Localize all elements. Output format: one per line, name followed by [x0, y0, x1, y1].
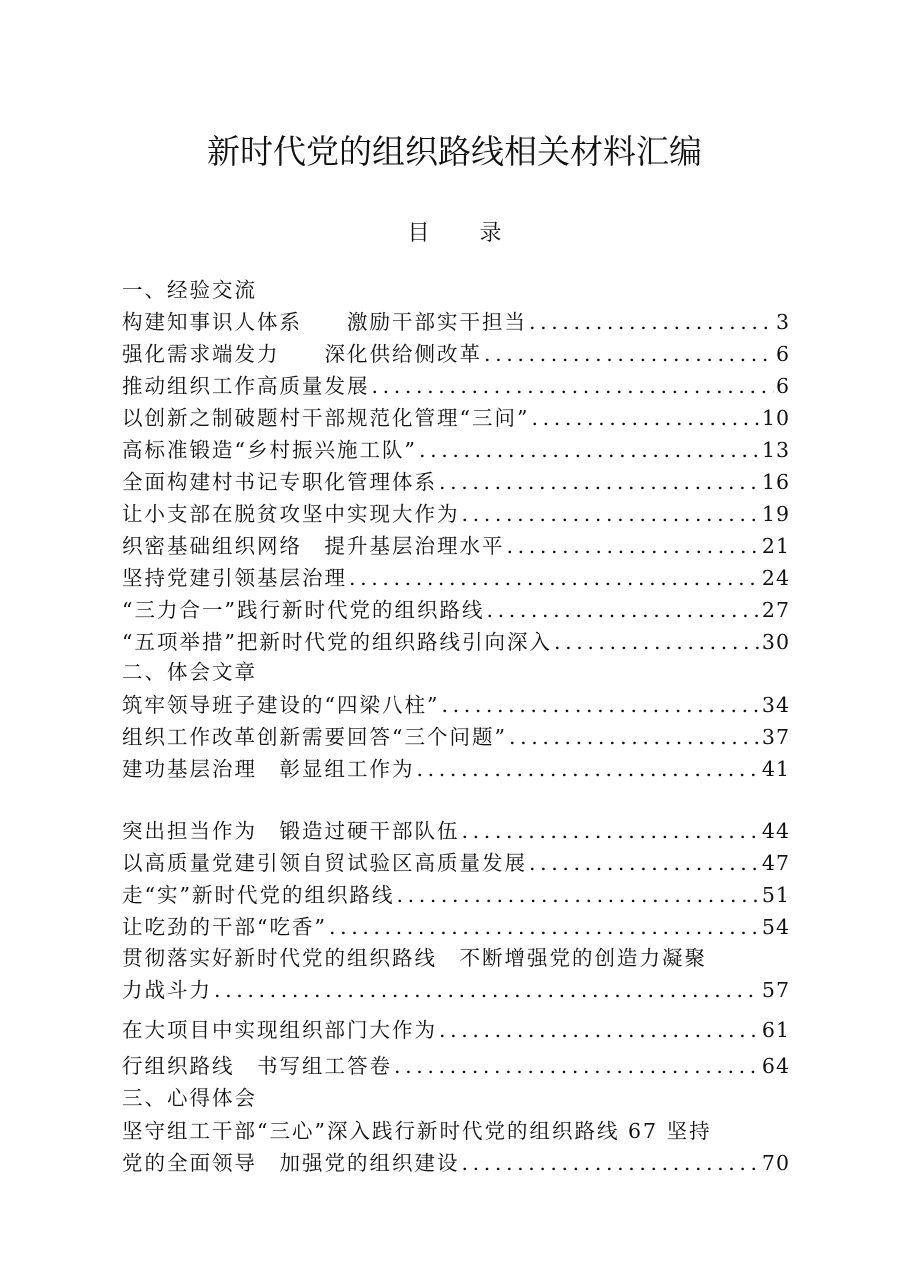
toc-entry[interactable] — [122, 466, 790, 498]
toc-entry-page: 24 — [761, 566, 790, 590]
dot-leader — [529, 306, 774, 338]
toc-entry-page: 27 — [761, 598, 790, 622]
dot-leader — [554, 626, 760, 658]
toc-entry[interactable] — [122, 689, 790, 721]
dot-leader — [441, 689, 759, 721]
toc-entry-page: 34 — [761, 693, 790, 717]
document-title: 新时代党的组织路线相关材料汇编 — [207, 132, 702, 171]
toc-entry-page: 54 — [761, 915, 790, 939]
toc-entry-page: 3 — [775, 310, 790, 334]
dot-leader — [349, 562, 760, 594]
toc-entry-title: 强化需求端发力 深化供给侧改革 — [122, 342, 482, 366]
dot-leader — [417, 753, 760, 785]
toc-entry-page: 30 — [761, 630, 790, 654]
toc-entry[interactable] — [122, 721, 790, 753]
toc-entry-page: 41 — [761, 757, 790, 781]
dot-leader — [509, 721, 760, 753]
dot-leader — [439, 1014, 760, 1046]
toc-entry-page: 47 — [761, 851, 790, 875]
toc-entry[interactable] — [122, 530, 790, 562]
toc-entry[interactable] — [122, 974, 790, 1006]
section-heading: 三、心得体会 — [122, 1086, 257, 1110]
toc-entry[interactable] — [122, 402, 790, 434]
section-heading: 二、体会文章 — [122, 660, 257, 684]
dot-leader — [531, 402, 759, 434]
dot-leader — [484, 338, 774, 370]
toc-entry[interactable] — [122, 911, 790, 943]
toc-entry-page: 44 — [761, 819, 790, 843]
toc-entry-continued-line[interactable]: 贯彻落实好新时代党的组织路线 不断增强党的创造力凝聚 — [122, 946, 707, 970]
dot-leader — [529, 847, 760, 879]
dot-leader — [419, 434, 760, 466]
toc-entry-title: “三力合一”践行新时代党的组织路线 — [122, 598, 485, 622]
toc-entry[interactable] — [122, 498, 790, 530]
dot-leader — [329, 911, 760, 943]
toc-entry-title: 以高质量党建引领自贸试验区高质量发展 — [122, 851, 527, 875]
toc-heading — [0, 216, 909, 247]
toc-entry-page: 6 — [775, 342, 790, 366]
toc-entry[interactable] — [122, 815, 790, 847]
dot-leader — [439, 466, 760, 498]
toc-entry-title: 走“实”新时代党的组织路线 — [122, 883, 395, 907]
toc-entry-title: 推动组织工作高质量发展 — [122, 374, 370, 398]
dot-leader — [396, 879, 759, 911]
toc-entry-title: 坚持党建引领基层治理 — [122, 566, 347, 590]
toc-entry-title: 筑牢领导班子建设的“四梁八柱” — [122, 693, 440, 717]
toc-entry-page: 6 — [775, 374, 790, 398]
toc-entry[interactable] — [122, 338, 790, 370]
toc-entry[interactable] — [122, 1014, 790, 1046]
toc-entry-page: 10 — [761, 406, 790, 430]
toc-entry-title: 织密基础组织网络 提升基层治理水平 — [122, 534, 505, 558]
toc-entry-title: 让小支部在脱贫攻坚中实现大作为 — [122, 502, 460, 526]
toc-entry[interactable] — [122, 1050, 790, 1082]
dot-leader — [394, 1050, 760, 1082]
dot-leader — [372, 370, 774, 402]
dot-leader — [462, 815, 760, 847]
toc-entry[interactable] — [122, 306, 790, 338]
toc-entry-title: “五项举措”把新时代党的组织路线引向深入 — [122, 630, 552, 654]
toc-entry-title: 党的全面领导 加强党的组织建设 — [122, 1151, 460, 1175]
toc-entry-page: 61 — [761, 1018, 790, 1042]
dot-leader — [214, 974, 760, 1006]
toc-entry-title: 建功基层治理 彰显组工作为 — [122, 757, 415, 781]
toc-entry-page: 64 — [761, 1054, 790, 1078]
toc-entry-title: 组织工作改革创新需要回答“三个问题” — [122, 725, 507, 749]
toc-heading-left: 目 — [407, 221, 430, 246]
toc-entry-title: 在大项目中实现组织部门大作为 — [122, 1018, 437, 1042]
toc-entry-title: 突出担当作为 锻造过硬干部队伍 — [122, 819, 460, 843]
toc-entry[interactable] — [122, 1147, 790, 1179]
toc-entry[interactable] — [122, 594, 790, 626]
toc-entry[interactable] — [122, 879, 790, 911]
toc-entry-continued-line[interactable]: 坚守组工干部“三心”深入践行新时代党的组织路线 67 坚持 — [122, 1119, 712, 1143]
toc-entry-page: 37 — [761, 725, 790, 749]
dot-leader — [462, 498, 760, 530]
toc-entry-title: 构建知事识人体系 激励干部实干担当 — [122, 310, 527, 334]
dot-leader — [507, 530, 760, 562]
toc-entry-title: 以创新之制破题村干部规范化管理“三问” — [122, 406, 530, 430]
toc-entry-page: 57 — [761, 978, 790, 1002]
toc-entry-title: 全面构建村书记专职化管理体系 — [122, 470, 437, 494]
toc-entry-page: 13 — [761, 438, 790, 462]
toc-entry[interactable] — [122, 562, 790, 594]
toc-entry-title: 力战斗力 — [122, 978, 212, 1002]
toc-entry[interactable] — [122, 753, 790, 785]
toc-entry-page: 19 — [761, 502, 790, 526]
toc-entry[interactable] — [122, 434, 790, 466]
toc-entry-page: 21 — [761, 534, 790, 558]
toc-entry-page: 70 — [761, 1151, 790, 1175]
toc-entry[interactable] — [122, 370, 790, 402]
toc-entry-page: 51 — [761, 883, 790, 907]
toc-entry[interactable] — [122, 626, 790, 658]
toc-entry-page: 16 — [761, 470, 790, 494]
toc-heading-right: 录 — [479, 221, 502, 246]
section-heading: 一、经验交流 — [122, 278, 257, 302]
toc-entry-title: 高标准锻造“乡村振兴施工队” — [122, 438, 417, 462]
toc-entry[interactable] — [122, 847, 790, 879]
dot-leader — [486, 594, 759, 626]
toc-entry-title: 行组织路线 书写组工答卷 — [122, 1054, 392, 1078]
dot-leader — [462, 1147, 760, 1179]
toc-entry-title: 让吃劲的干部“吃香” — [122, 915, 327, 939]
